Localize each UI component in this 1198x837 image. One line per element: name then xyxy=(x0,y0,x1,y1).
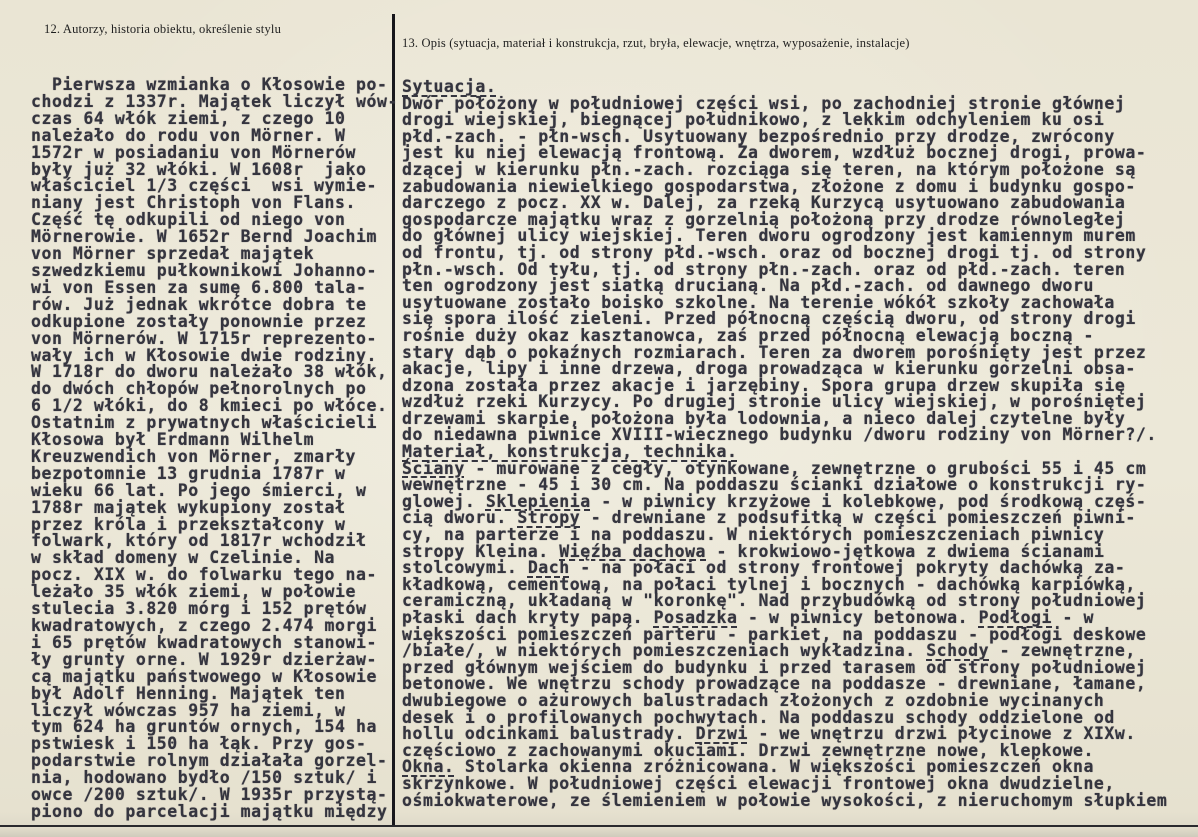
text-line: glowej. Sklepienia - w piwnicy krzyżowe i kolebkowe, pod środkową częś- xyxy=(402,491,1147,511)
text-line: wi von Essen za sumę 6.800 tala- xyxy=(31,277,367,297)
text-line: niany jest Christoph von Flans. xyxy=(31,193,356,213)
text-line: darczego z pocz. XX w. Dalej, za rzeką Kurzycą usytuowano zabudowania xyxy=(402,193,1126,213)
underlined-term: Sytuacja. xyxy=(402,77,497,96)
underlined-term: Więźba dachowa xyxy=(559,541,707,561)
text-line: ceramiczną, układaną w "koronkę". Nad przybudówką od strony południowej xyxy=(402,591,1147,611)
text-line: bezpotomnie 13 grudnia 1787r w xyxy=(31,463,346,483)
text-line: leżało 35 włók ziemi, w połowie xyxy=(31,582,356,602)
text-line: wieku 66 lat. Po jego śmierci, w xyxy=(31,480,367,500)
text-line: zabudowania niewielkiego gospodarstwa, złożone z domu i budynku gospo- xyxy=(402,176,1136,196)
text-line: folwark, który od 1817r wchodził xyxy=(31,531,367,551)
text-line: rów. Już jednak wkrótce dobra te xyxy=(31,294,367,314)
text-line: od frontu, tj. od strony płd.-wsch. oraz od bocznej drogi tj. od strony xyxy=(402,242,1147,262)
text-line: czas 64 włók ziemi, z czego 10 xyxy=(31,108,346,128)
text-line: drzewami skarpie, położona była lodownia, a nieco dalej czytelne były xyxy=(402,408,1126,428)
text-line: przez króla i przekształcony w xyxy=(31,514,346,534)
text-line: odkupione zostały ponownie przez xyxy=(31,311,367,331)
text-line: wały ich w Kłosowie dwie rodziny. xyxy=(31,345,377,365)
text-line: betonowe. We wnętrzu schody prowadzące na poddasze - drewniane, łamane, xyxy=(402,674,1147,694)
text-line: płaski dach kryty papą. Posadzka - w piwnicy betonowa. Podłogi - w xyxy=(402,608,1094,627)
text-line: właściciel 1/3 części wsi wymie- xyxy=(31,176,377,196)
text-line: tym 624 ha gruntów ornych, 154 ha xyxy=(31,717,377,737)
history-text-column xyxy=(31,77,397,821)
text-line: ośmiokwaterowe, ze ślemieniem w połowie wysokości, z nieruchomym słupkiem xyxy=(402,790,1168,810)
text-line: stolcowymi. Dach - na połaci od strony frontowej pokryty dachówką za- xyxy=(402,558,1126,578)
underlined-term: Posadzka xyxy=(653,608,738,627)
text-line: częściowo z zachowanymi okuciami. Drzwi zewnętrzne nowe, klepkowe. xyxy=(402,740,1094,760)
text-line: i 65 prętów kwadratowych stanowi- xyxy=(31,632,377,652)
text-line: Ostatnim z prywatnych właścicieli xyxy=(31,413,377,433)
text-line: Kreuzwendich von Mörner, zmarły xyxy=(31,446,356,466)
underlined-term: Dach xyxy=(527,558,570,578)
text-line: do niedawna piwnice XVIII-wiecznego budynku /dworu rodziny von Mörner?/. xyxy=(402,425,1157,445)
text-line: chodzi z 1337r. Majątek liczył wów- xyxy=(31,91,398,111)
text-line: większości pomieszczeń parteru - parkiet, na poddaszu - podłogi deskowe xyxy=(402,624,1147,644)
text-line: stropy Kleina. Więźba dachowa - krokwiowo-jętkowa z dwiema ścianami xyxy=(402,541,1105,561)
text-line: 6 1/2 włóki, do 8 kmieci po włóce. xyxy=(31,396,388,416)
description-text-column xyxy=(402,79,1198,809)
field-label-13-description: 13. Opis (sytuacja, materiał i konstrukcja, rzut, bryła, elewacje, wnętrza, wyposażenie, instalacje) xyxy=(402,36,910,50)
text-line: płd.-zach. - płn-wsch. Usytuowany bezpośrednio przy drodze, zwrócony xyxy=(402,126,1115,146)
text-line: szwedzkiemu pułkownikowi Johanno- xyxy=(31,260,377,280)
text-line: płn.-wsch. Od tyłu, tj. od strony płn.-zach. oraz od płd.-zach. teren xyxy=(402,259,1126,279)
text-line: cy, na parterze i na poddaszu. W niektórych pomieszczeniach piwnicy xyxy=(402,525,1105,545)
text-line: należało do rodu von Mörner. W xyxy=(31,125,346,145)
text-line: Okna. Stolarka okienna zróżnicowana. W większości pomieszczeń okna xyxy=(402,757,1094,777)
text-line: 1788r majątek wykupiony został xyxy=(31,497,346,517)
text-line: Dwór położony w południowej części wsi, po zachodniej stronie głównej xyxy=(402,93,1126,113)
text-line: Kłosowa był Erdmann Wilhelm xyxy=(31,430,315,450)
text-line: był Adolf Henning. Majątek ten xyxy=(31,683,346,703)
text-line: liczył wówczas 957 ha ziemi, w xyxy=(31,700,346,720)
text-line: hollu odcinkami balustrady. Drzwi - we wnętrzu drzwi płycinowe z XIXw. xyxy=(402,724,1136,744)
underlined-term: Schody xyxy=(926,641,990,661)
text-line: von Mörnerów. W 1715r reprezento- xyxy=(31,328,377,348)
text-line: były już 32 włóki. W 1608r jako xyxy=(31,159,367,179)
text-line: akacje, lipy i inne drzewa, droga prowadząca w kierunku gorzelni obsa- xyxy=(402,359,1136,379)
text-line: do głównej ulicy wiejskiej. Teren dworu ogrodzony jest kamiennym murem xyxy=(402,226,1136,246)
underlined-term: Okna. xyxy=(402,757,455,777)
text-line: ły grunty orne. W 1929r dzierżaw- xyxy=(31,649,377,669)
text-line: ten ogrodzony jest siatką drucianą. Na płd.-zach. od dawnego dworu xyxy=(402,276,1094,296)
underlined-term: Drzwi xyxy=(695,724,748,744)
text-line: jest ku niej elewacją frontową. Za dworem, wzdłuż bocznej drogi, prowa- xyxy=(402,143,1147,163)
text-line: owce /200 sztuk/. W 1935r przystą- xyxy=(31,785,388,805)
text-line: podarstwie rolnym działała gorzel- xyxy=(31,751,388,771)
text-line: wewnętrzne - 45 i 30 cm. Na poddaszu ścianki działowe o konstrukcji ry- xyxy=(402,475,1147,495)
text-line: 1572r w posiadaniu von Mörnerów xyxy=(31,142,356,162)
text-line: przed głównym wejściem do budynku i przed tarasem od strony południowej xyxy=(402,657,1147,677)
text-line: /białe/, w niektórych pomieszczeniach wykładzina. Schody - zewnętrzne, xyxy=(402,641,1136,661)
text-line: stary dąb o pokaźnych rozmiarach. Teren za dworem porośnięty jest przez xyxy=(402,342,1147,362)
text-line: usytuowane zostało boisko szkolne. Na terenie wókół szkoły zachowała xyxy=(402,292,1115,312)
text-line: skrzynkowe. W południowej części elewacji frontowej okna dwudzielne, xyxy=(402,773,1115,793)
text-line: dwubiegowe o ażurowych balustradach złożonych z ozdobnie wycinanych xyxy=(402,690,1105,710)
text-line: W 1718r do dworu należało 38 włók, xyxy=(31,362,388,382)
underlined-term: Materiał, konstrukcja, technika. xyxy=(402,442,738,462)
text-line: gospodarcze majątku wraz z gorzelnią położoną przy drodze równoległej xyxy=(402,209,1126,229)
text-line: wzdłuż rzeki Kurzycy. Po drugiej stronie ulicy wiejskiej, w porośniętej xyxy=(402,392,1147,412)
text-line: stulecia 3.820 mórg i 152 prętów xyxy=(31,599,367,619)
text-line: cą majątku państwowego w Kłosowie xyxy=(31,666,377,686)
text-line: kładkową, cementową, na połaci tylnej i bocznych - dachówką karpiówką, xyxy=(402,574,1136,594)
text-line: desek i o profilowanych pochwytach. Na poddaszu schody oddzielone od xyxy=(402,707,1115,727)
text-line: pocz. XIX w. do folwarku tego na- xyxy=(31,565,377,585)
field-label-12-history: 12. Autorzy, historia obiektu, określenie stylu xyxy=(44,22,282,36)
underlined-term: Sklepienia xyxy=(485,491,591,511)
underlined-term: Ściany xyxy=(402,458,465,478)
text-line: von Mörner sprzedał majątek xyxy=(31,244,315,264)
underlined-term: Stropy xyxy=(517,508,581,528)
text-line: się spora ilość zieleni. Przed północną częścią dworu, od strony drogi xyxy=(402,309,1136,329)
text-line: cią dworu. Stropy - drewniane z podsufitką w części pomieszczeń piwni- xyxy=(402,508,1136,528)
underlined-term: Podłogi xyxy=(978,608,1053,627)
text-line: w skład domeny w Czelinie. Na xyxy=(31,548,336,568)
text-line: nia, hodowano bydło /150 sztuk/ i xyxy=(31,768,377,788)
text-line: dzącej w kierunku płn.-zach. rozciąga się teren, na którym położone są xyxy=(402,159,1136,179)
text-line: Pierwsza wzmianka o Kłosowie po- xyxy=(31,75,388,94)
text-line: Część tę odkupili od niego von xyxy=(31,210,346,230)
scan-edge-strip xyxy=(0,827,1198,837)
text-line: do dwóch chłopów pełnorolnych po xyxy=(31,379,367,399)
text-line: piono do parcelacji majątku między xyxy=(31,801,388,821)
text-line: drogi wiejskiej, biegnącej południkowo, z lekkim odchyleniem ku osi xyxy=(402,110,1105,130)
text-line: Mörnerowie. W 1652r Bernd Joachim xyxy=(31,227,377,247)
text-line: Ściany - murowane z cegły, otynkowane, zewnętrzne o grubości 55 i 45 cm xyxy=(402,458,1147,478)
text-line: dzona została przez akacje i jarzębiny. Spora grupa drzew skupiła się xyxy=(402,375,1126,395)
text-line: kwadratowych, z czego 2.474 morgi xyxy=(31,616,377,635)
text-line: pstwiesk i 150 ha łąk. Przy gos- xyxy=(31,734,367,754)
text-line: rośnie duży okaz kasztanowca, zaś przed północną elewacją boczną - xyxy=(402,325,1094,345)
